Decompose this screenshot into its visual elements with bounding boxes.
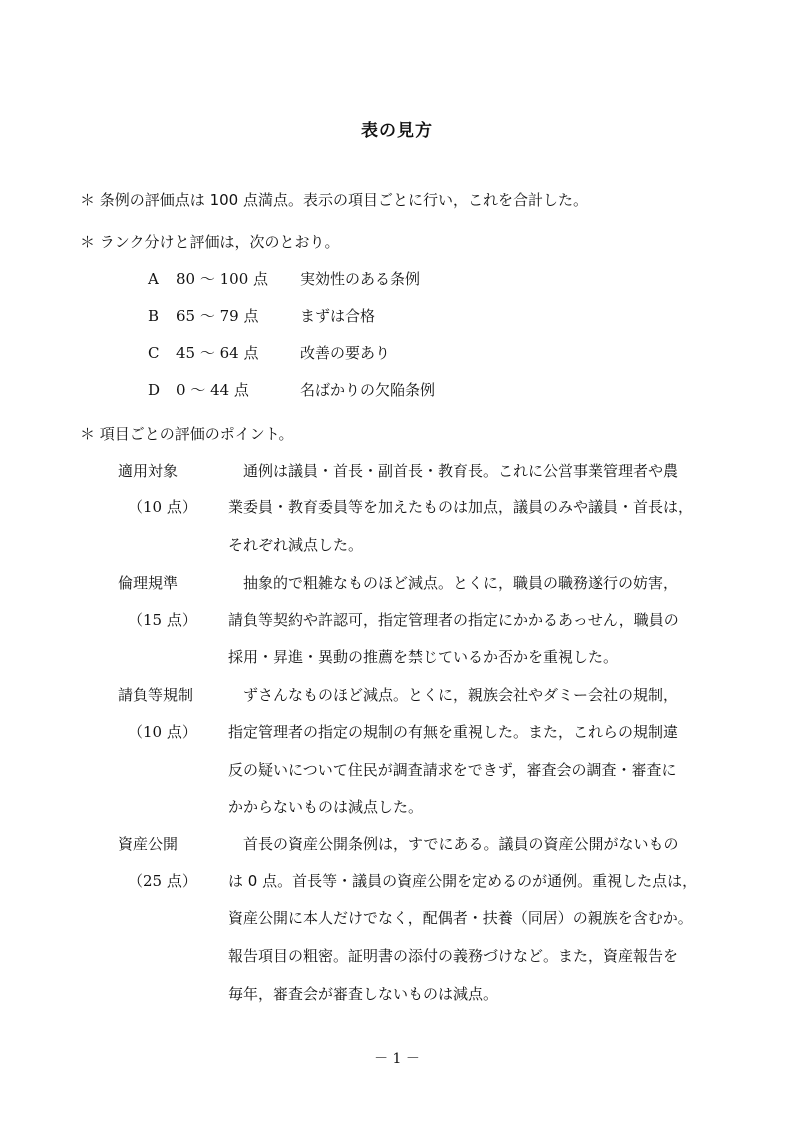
rank-grade: C xyxy=(148,344,160,362)
rank-range: 65 ～ 79 点 xyxy=(176,307,259,325)
category-desc-line: 業委員・教育委員等を加えたものは加点，議員のみや議員・首長は， xyxy=(228,498,694,516)
intro-text: 条例の評価点は 100 点満点。表示の項目ごとに行い，これを合計した。 xyxy=(99,191,588,209)
bullet-marker: ＊ xyxy=(80,425,96,443)
category-desc-line: かからないものは減点した。 xyxy=(228,798,424,816)
category-desc-line: 採用・昇進・異動の推薦を禁じているか否かを重視した。 xyxy=(228,648,619,666)
category-desc-line: 請負等契約や許認可，指定管理者の指定にかかるあっせん，職員の xyxy=(228,611,679,629)
page-number: － 1 － xyxy=(374,1051,420,1067)
rank-range: 45 ～ 64 点 xyxy=(176,344,259,362)
category-points: （15 点） xyxy=(128,611,197,629)
category-desc-line: 通例は議員・首長・副首長・教育長。これに公営事業管理者や農 xyxy=(228,462,679,480)
rank-label: 名ばかりの欠陥条例 xyxy=(300,381,436,399)
category-name: 適用対象 xyxy=(118,462,179,480)
rank-range: 80 ～ 100 点 xyxy=(176,270,269,288)
category-name: 倫理規準 xyxy=(118,574,179,592)
category-desc-line: 反の疑いについて住民が調査請求をできず，審査会の調査・審査に xyxy=(228,761,677,779)
bullet-marker: ＊ xyxy=(80,233,96,251)
category-points: （25 点） xyxy=(128,872,197,890)
bullet-marker: ＊ xyxy=(80,191,96,209)
category-desc-line: 指定管理者の指定の規制の有無を重視した。また，これらの規制違 xyxy=(228,723,679,741)
page-title: 表の見方 xyxy=(361,121,433,141)
category-points: （10 点） xyxy=(128,498,197,516)
intro-line-scoring xyxy=(80,190,588,210)
category-desc-line: 毎年，審査会が審査しないものは減点。 xyxy=(228,985,499,1003)
category-desc-line: 首長の資産公開条例は，すでにある。議員の資産公開がないもの xyxy=(228,835,679,853)
category-desc-line: 抽象的で粗雑なものほど減点。とくに，職員の職務遂行の妨害， xyxy=(228,574,679,592)
intro-line-ranks xyxy=(80,232,340,252)
category-desc-line: 資産公開に本人だけでなく，配偶者・扶養（同居）の親族を含むか。 xyxy=(228,909,693,927)
category-desc-line: それぞれ減点した。 xyxy=(228,536,364,554)
rank-label: まずは合格 xyxy=(300,307,376,325)
category-desc-line: ずさんなものほど減点。とくに，親族会社やダミー会社の規制， xyxy=(228,686,679,704)
category-desc-line: 報告項目の粗密。証明書の添付の義務づけなど。また，資産報告を xyxy=(228,947,679,965)
rank-label: 改善の要あり xyxy=(300,344,391,362)
rank-grade: B xyxy=(148,307,160,325)
rank-range: 0 ～ 44 点 xyxy=(176,381,249,399)
category-name: 請負等規制 xyxy=(118,686,194,704)
category-desc-line: は 0 点。首長等・議員の資産公開を定めるのが通例。重視した点は， xyxy=(228,872,698,890)
rank-label: 実効性のある条例 xyxy=(300,270,421,288)
intro-text: ランク分けと評価は，次のとおり。 xyxy=(99,233,340,251)
category-name: 資産公開 xyxy=(118,835,179,853)
points-heading xyxy=(80,424,293,444)
rank-grade: D xyxy=(148,381,161,399)
category-points: （10 点） xyxy=(128,723,197,741)
points-heading-text: 項目ごとの評価のポイント。 xyxy=(99,425,294,443)
rank-grade: A xyxy=(148,270,159,288)
